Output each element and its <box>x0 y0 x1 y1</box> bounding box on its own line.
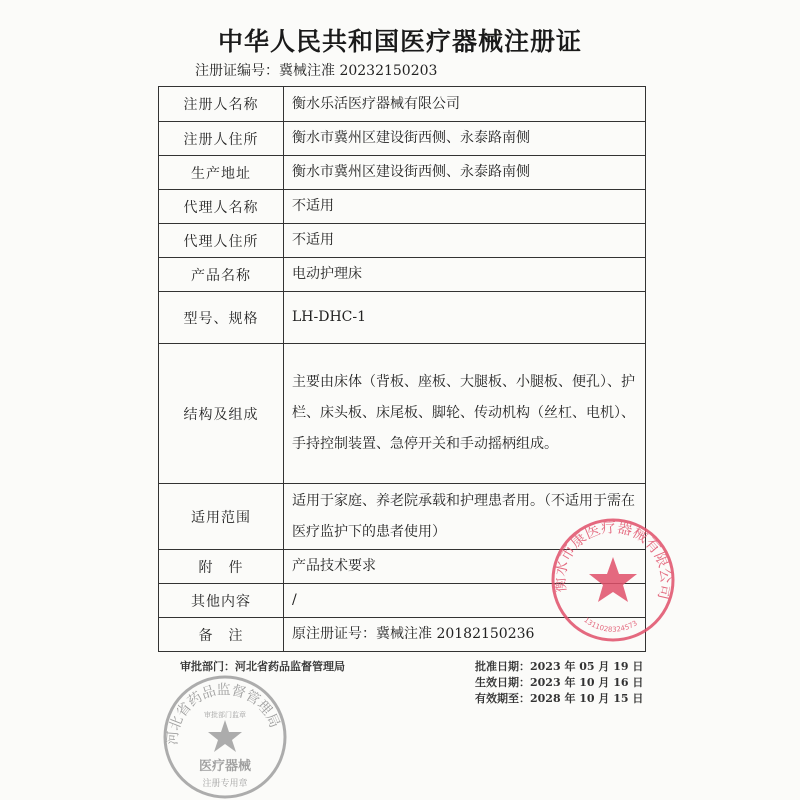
field-value: / <box>284 584 646 618</box>
table-row <box>159 156 646 190</box>
table-row <box>159 87 646 122</box>
field-label: 型号、规格 <box>159 292 284 344</box>
field-value: 不适用 <box>284 224 646 258</box>
approval-date: 批准日期：2023 年 05 月 19 日 <box>475 660 644 673</box>
field-label: 代理人名称 <box>159 190 284 224</box>
field-label: 备 注 <box>159 618 284 652</box>
table-row <box>159 344 646 484</box>
field-label: 生产地址 <box>159 156 284 190</box>
field-label: 结构及组成 <box>159 344 284 484</box>
table-row <box>159 122 646 156</box>
field-label: 产品名称 <box>159 258 284 292</box>
svg-text:衡水市康医疗器械有限公司: 衡水市康医疗器械有限公司 <box>550 517 676 602</box>
company-seal <box>548 515 678 645</box>
svg-text:医疗器械: 医疗器械 <box>198 759 252 774</box>
svg-text:注册专用章: 注册专用章 <box>202 779 248 789</box>
field-label: 附 件 <box>159 550 284 584</box>
field-value: LH-DHC-1 <box>284 292 646 344</box>
field-label: 注册人住所 <box>159 122 284 156</box>
table-row <box>159 190 646 224</box>
registration-number: 注册证编号：冀械注准 20232150203 <box>195 63 438 79</box>
field-value: 原注册证号：冀械注准 20182150236 <box>284 618 646 652</box>
table-row <box>159 258 646 292</box>
approval-department: 审批部门：河北省药品监督管理局 <box>180 660 345 673</box>
field-value: 适用于家庭、养老院承载和护理患者用。（不适用于需在医疗监护下的患者使用） <box>284 484 646 550</box>
table-row <box>159 292 646 344</box>
field-value: 不适用 <box>284 190 646 224</box>
svg-text:河北省药品监督管理局: 河北省药品监督管理局 <box>164 682 283 746</box>
field-value: 电动护理床 <box>284 258 646 292</box>
field-label: 代理人住所 <box>159 224 284 258</box>
field-value: 衡水市冀州区建设街西侧、永泰路南侧 <box>284 156 646 190</box>
svg-text:1311028324573: 1311028324573 <box>582 616 639 634</box>
field-value: 衡水市冀州区建设街西侧、永泰路南侧 <box>284 122 646 156</box>
field-value: 主要由床体（背板、座板、大腿板、小腿板、便孔）、护栏、床头板、床尾板、脚轮、传动机构（丝杠、电机）、手持控制装置、急停开关和手动摇柄组成。 <box>284 344 646 484</box>
field-label: 适用范围 <box>159 484 284 550</box>
authority-seal <box>160 672 290 800</box>
expiry-date: 有效期至：2028 年 10 月 15 日 <box>475 692 644 705</box>
field-label: 注册人名称 <box>159 87 284 122</box>
field-value: 衡水乐活医疗器械有限公司 <box>284 87 646 122</box>
svg-text:审批部门监章: 审批部门监章 <box>204 711 246 719</box>
effective-date: 生效日期：2023 年 10 月 16 日 <box>475 676 644 689</box>
field-label: 其他内容 <box>159 584 284 618</box>
field-value: 产品技术要求 <box>284 550 646 584</box>
document-title: 中华人民共和国医疗器械注册证 <box>217 27 582 56</box>
table-row <box>159 224 646 258</box>
